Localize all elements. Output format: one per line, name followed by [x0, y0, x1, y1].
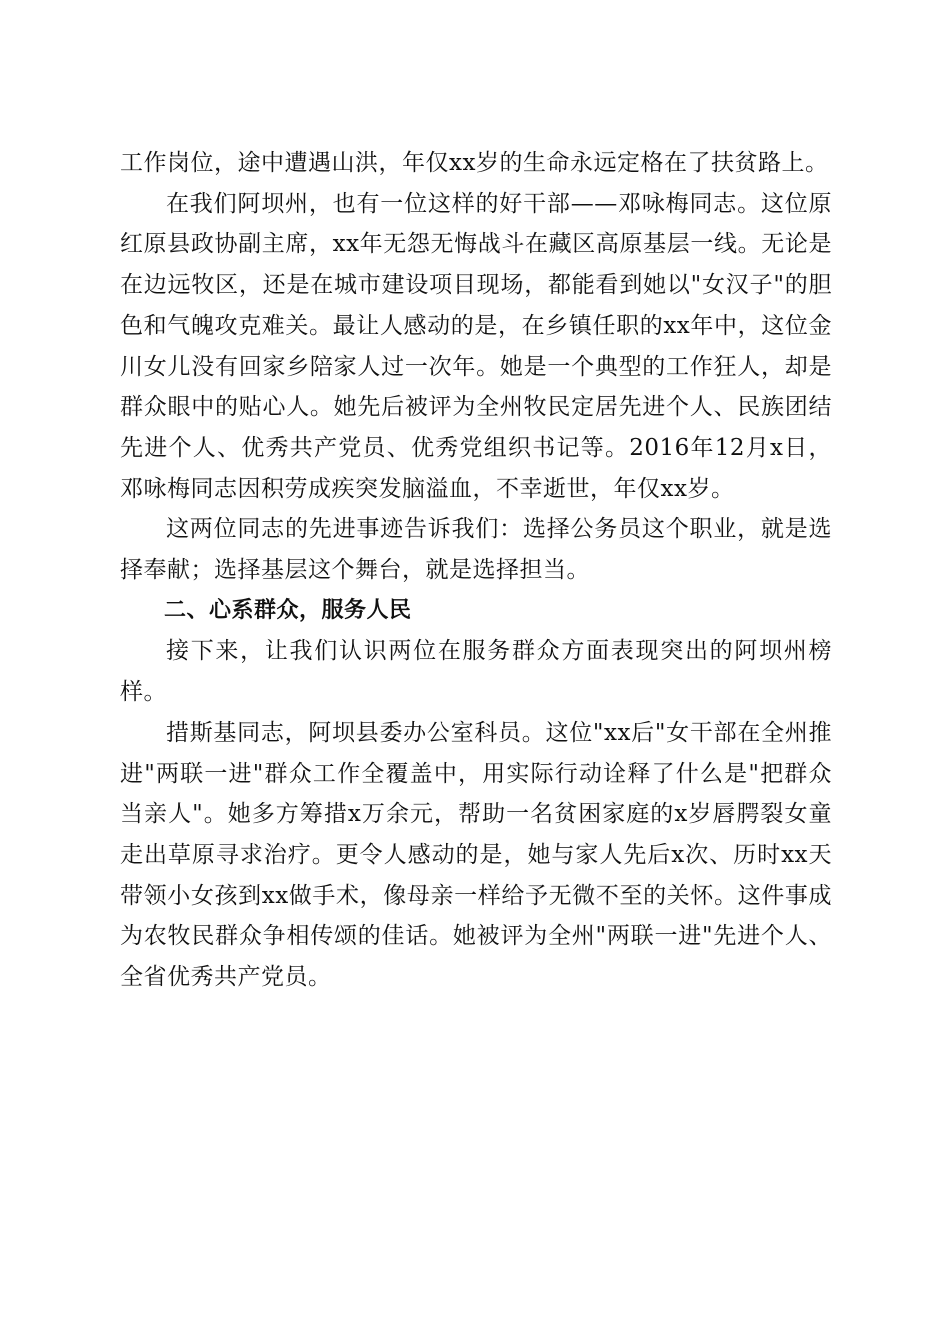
- paragraph-cuosiji: 措斯基同志，阿坝县委办公室科员。这位"xx后"女干部在全州推进"两联一进"群众工作全覆盖中，用实际行动诠释了什么是"把群众当亲人"。她多方筹措x万余元，帮助一名贫困家庭的x岁唇腭裂女童走出草原寻求治疗。更令人感动的是，她与家人先后x次、历时xx天带领小女孩到xx做手术，像母亲一样给予无微不至的关怀。这件事成为农牧民群众争相传颂的佳话。她被评为全州"两联一进"先进个人、全省优秀共产党员。: [120, 719, 832, 991]
- document-body: [120, 143, 832, 998]
- paragraph-summary: 这两位同志的先进事迹告诉我们：选择公务员这个职业，就是选择奉献；选择基层这个舞台，就是选择担当。: [120, 516, 832, 584]
- paragraph-intro: 接下来，让我们认识两位在服务群众方面表现突出的阿坝州榜样。: [120, 638, 832, 706]
- paragraph-deng-yongmei: 在我们阿坝州，也有一位这样的好干部——邓咏梅同志。这位原红原县政协副主席，xx年无怨无悔战斗在藏区高原基层一线。无论是在边远牧区，还是在城市建设项目现场，都能看到她以"女汉子"的胆色和气魄攻克难关。最让人感动的是，在乡镇任职的xx年中，这位金川女儿没有回家乡陪家人过一次年。她是一个典型的工作狂人，却是群众眼中的贴心人。她先后被评为全州牧民定居先进个人、民族团结先进个人、优秀共产党员、优秀党组织书记等。2016年12月x日，邓咏梅同志因积劳成疾突发脑溢血，不幸逝世，年仅xx岁。: [120, 190, 832, 502]
- paragraph-continuation: 工作岗位，途中遭遇山洪，年仅xx岁的生命永远定格在了扶贫路上。: [120, 150, 829, 176]
- section-heading: 二、心系群众，服务人民: [164, 597, 412, 623]
